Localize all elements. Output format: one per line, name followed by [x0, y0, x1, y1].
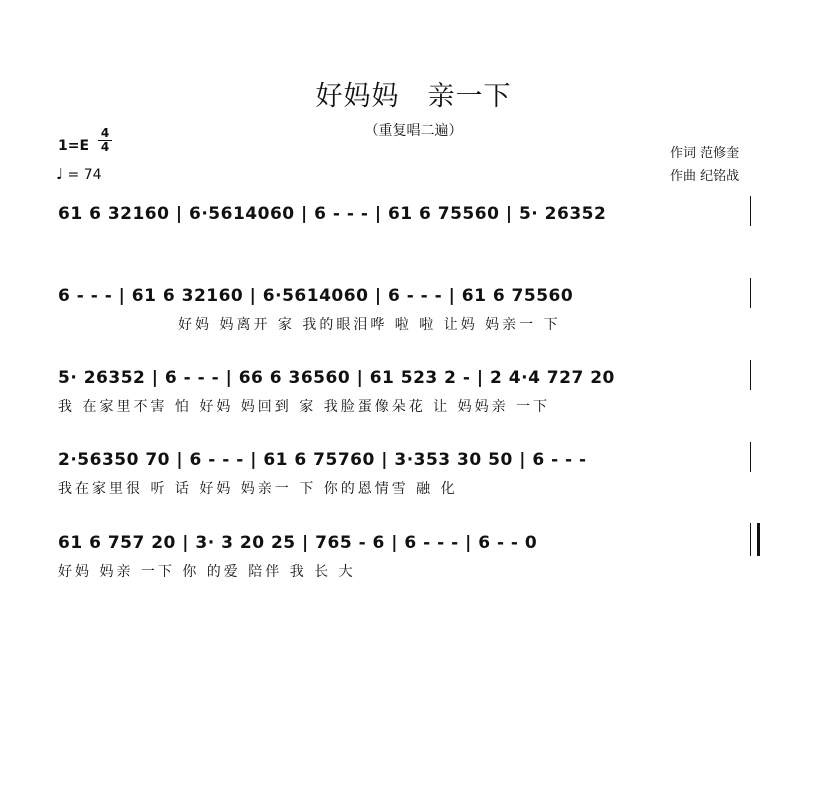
barline [750, 278, 751, 308]
notation-line-5: 61 6 757 20 | 3· 3 20 25 | 765 - 6 | 6 - - - | 6 - - 0 [58, 533, 538, 553]
barline [750, 360, 751, 390]
key-signature: 1=E [58, 138, 90, 154]
song-title: 好妈妈 亲一下 [315, 81, 512, 112]
lyricist-credit: 作词 范修奎 [670, 146, 740, 161]
final-barline [750, 523, 760, 556]
tempo-value: = 74 [67, 167, 102, 183]
notation-line-2: 6 - - - | 61 6 32160 | 6·5614060 | 6 - - - | 61 6 75560 [58, 286, 574, 306]
barline [750, 196, 751, 226]
tempo-marking [56, 165, 102, 183]
notation-line-4: 2·56350 70 | 6 - - - | 61 6 75760 | 3·353 30 50 | 6 - - - [58, 450, 587, 470]
lyrics-line-4: 我在家里很 听 话 好妈 妈亲一 下 你的恩情雪 融 化 [58, 481, 458, 497]
barline [750, 442, 751, 472]
time-signature-bottom: 4 [100, 140, 110, 154]
repeat-note: （重复唱二遍） [364, 123, 463, 139]
time-signature [98, 127, 112, 154]
composer-credit: 作曲 纪铭战 [670, 169, 740, 184]
notation-line-1: 61 6 32160 | 6·5614060 | 6 - - - | 61 6 75560 | 5· 26352 [58, 204, 607, 224]
lyrics-line-5: 好妈 妈亲 一下 你 的爱 陪伴 我 长 大 [58, 564, 356, 580]
time-signature-top: 4 [100, 126, 110, 140]
lyrics-line-3: 我 在家里不害 怕 好妈 妈回到 家 我脸蛋像朵花 让 妈妈亲 一下 [58, 399, 551, 415]
lyrics-line-2: 好妈 妈离开 家 我的眼泪哗 啦 啦 让妈 妈亲一 下 [178, 317, 561, 333]
quarter-note-icon: ♩ [56, 165, 64, 183]
notation-line-3: 5· 26352 | 6 - - - | 66 6 36560 | 61 523 2 - | 2 4·4 727 20 [58, 368, 615, 388]
